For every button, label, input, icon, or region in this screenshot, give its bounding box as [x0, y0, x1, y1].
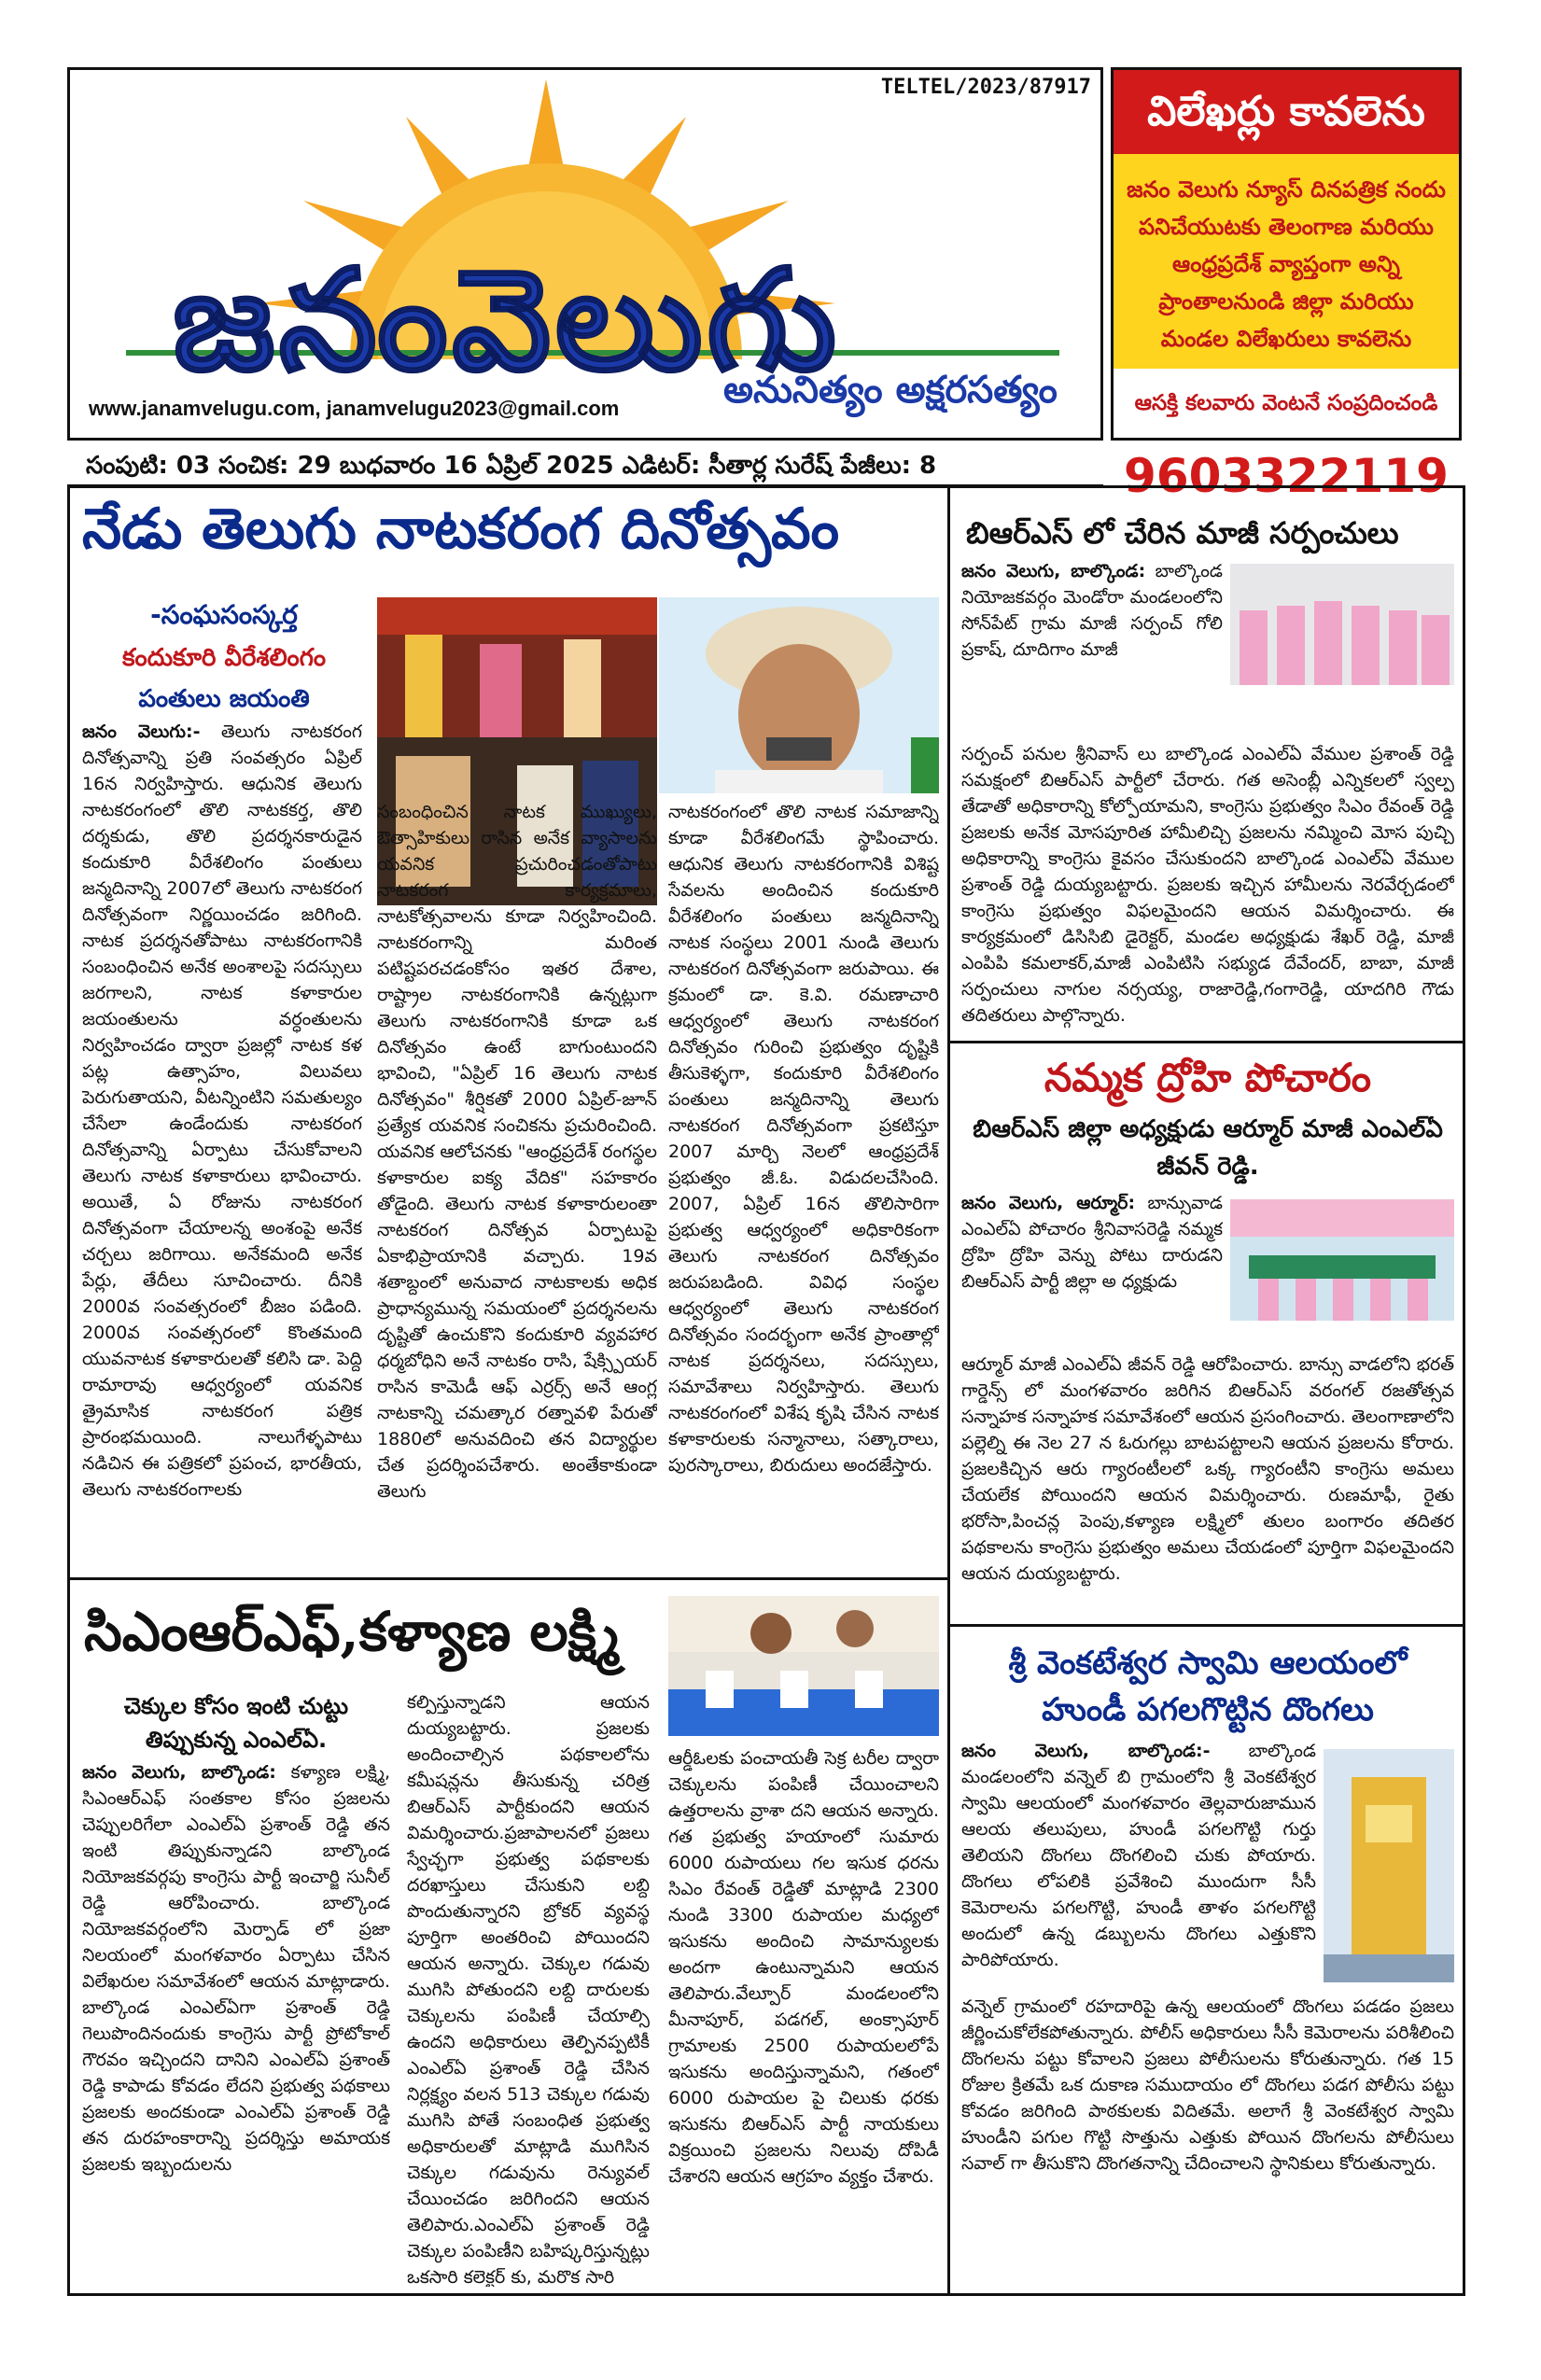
brs-joining-photo	[1230, 564, 1454, 685]
temple-body: వన్నెల్ గ్రామంలో రహదారిపై ఉన్న ఆలయంలో దొంగలు పడడం ప్రజలు జీర్ణించుకోలేకపోతున్నారు. పోలీస్ అధికారులు సీసీ కెమెరాలను పరిశీలించి దొంగలను పట్టు కోవాలని ప్రజలు పోలీసులను కోరుతున్నారు. గత 15 రోజుల క్రితమే ఒక దుకాణ సముదాయం లో దొంగలు పడగ పోలీసు పట్టు కోవడం జరిగింది పాఠకులకు విదితమే. అలాగే శ్రీ వెంకటేశ్వర స్వామి హుండీని పగుల గొట్టి సొత్తును ఎత్తుకు పోయిన దొంగలను పోలీసులు సవాల్ గా తీసుకొని దొంగతనాన్ని చేదించాలని స్థానికులు కోరుతున్నారు.	[961, 1996, 1454, 2174]
pocharam-meeting-photo	[1230, 1199, 1454, 1321]
temple-headline-1: శ్రీ వెంకటేశ్వర స్వామి ఆలయంలో	[1008, 1645, 1408, 1682]
cmrf-headline: సిఎంఆర్ఎఫ్,కళ్యాణ లక్ష్మి	[84, 1600, 620, 1663]
lead-column-2: సంబంధించిన నాటక ముఖ్యులు, ఔత్సాహికులు రాసిన అనేక వ్యాసాలను యవనిక ప్రచురించడంతోపాటు నాటకరంగ కార్యక్రమాలు, నాటకోత్సవాలను కూడా నిర్వహించింది. నాటకరంగాన్ని మరింత పటిష్టపరచడంకోసం ఇతర దేశాల, రాష్ట్రాల నాటకరంగానికి ఉన్నట్లుగా తెలుగు నాటకరంగానికి కూడా ఒక దినోత్సవం ఉంటే బాగుంటుందని భావించి, "ఏప్రిల్ 16 తెలుగు నాటక దినోత్సవం" శీర్షికతో 2000 ఏప్రిల్-జూన్ ప్రత్యేక యవనిక సంచికను ప్రచురించింది. యవనిక ఆలోచనకు "ఆంధ్రప్రదేశ్ రంగస్థల కళాకారుల ఐక్య వేదిక" సహకారం తోడైంది. తెలుగు నాటక కళాకారులంతా నాటకరంగ దినోత్సవ ఏర్పాటుపై ఏకాభిప్రాయానికి వచ్చారు. 19వ శతాబ్దంలో అనువాద నాటకాలకు అధిక ప్రాధాన్యమున్న సమయంలో ప్రదర్శనలను దృష్టితో ఉంచుకొని కందుకూరి వ్యవహార ధర్మబోధిని అనే నాటకం రాసి, షేక్స్పియర్ రాసిన కామెడీ ఆఫ్ ఎర్రర్స్ అనే ఆంగ్ల నాటకాన్ని చమత్కార రత్నావళి పేరుతో 1880లో అనువదించి తన విద్యార్థుల చేత ప్రదర్శింపచేశారు. అంతేకాకుండా తెలుగు	[377, 802, 657, 1502]
lead-byline-1: -సంఘసంస్కర్త	[150, 599, 298, 630]
tagline: అనునిత్యం అక్షరసత్యం	[723, 369, 1058, 412]
brs-dateline: జనం వెలుగు, బాల్కొండ:	[961, 561, 1146, 581]
pocharam-dateline: జనం వెలుగు, ఆర్మూర్:	[961, 1193, 1136, 1213]
brs-headline: బిఆర్ఎస్ లో చేరిన మాజీ సర్పంచులు	[966, 515, 1399, 551]
lead-byline-2: కందుకూరి వీరేశలింగం	[121, 644, 327, 672]
reporters-wanted-ad	[1111, 67, 1462, 441]
registration-number: TELTEL/2023/87917	[880, 76, 1091, 99]
ad-footer: ఆసక్తి కలవారు వెంటనే సంప్రదించండి	[1114, 369, 1459, 438]
ad-phone[interactable]: 9603322119	[1124, 449, 1449, 503]
pocharam-body: ఆర్మూర్ మాజీ ఎంఎల్ఏ జీవన్ రెడ్డి ఆరోపించారు. బాన్సు వాడలోని భరత్ గార్డెన్స్ లో మంగళవారం జరిగిన బిఆర్ఎస్ వరంగల్ రజతోత్సవ సన్నాహక సన్నాహక సమావేశంలో ఆయన ప్రసంగించారు. తెలంగాణాలోని పల్లెల్ని ఈ నెల 27 న ఓరుగల్లు బాటపట్టాలని ఆయన ప్రజలను కోరారు. ప్రజలకిచ్చిన ఆరు గ్యారంటీలలో ఒక్క గ్యారంటీని కాంగ్రెసు అమలు చేయలేక పోయిందని ఆయన విమర్శించారు. రుణమాఫీ, రైతు భరోసా,పించన్ల పెంపు,కళ్యాణ లక్ష్మిలో తులం బంగారం తదితర పథకాలను కాంగ్రెసు ప్రభుత్వం అమలు చేయడంలో పూర్తిగా విఫలమైందని ఆయన దుయ్యబట్టారు.	[961, 1354, 1454, 1584]
veeresalingam-portrait	[659, 597, 939, 793]
brs-top-text: బాల్కొండ నియోజకవర్గం మెండోరా మండలంలోని సోన్‌పేట్ గ్రామ మాజీ సర్పంచ్ గోలి ప్రకాష్, దూదిగాం మాజీ	[961, 561, 1223, 660]
cmrf-column-2: కల్పిస్తున్నాడని ఆయన దుయ్యబట్టారు. ప్రజలకు అందించాల్సిన పథకాలలోను కమీషన్లను తీసుకున్న చరిత్ర బిఆర్ఎస్ పార్టీకుందని ఆయన విమర్శించారు.ప్రజాపాలనలో ప్రజలు స్వేచ్ఛగా ప్రభుత్వ పథకాలకు దరఖాస్తులు చేసుకుని లబ్ది పొందుతున్నారని బ్రోకర్ వ్యవస్థ పూర్తిగా అంతరించి పోయిందని ఆయన అన్నారు. చెక్కుల గడువు ముగిసి పోతుందని లబ్ది దారులకు చెక్కులను పంపిణీ చేయాల్సి ఉందని అధికారులు తెల్పినప్పటికీ ఎంఎల్ఏ ప్రశాంత్ రెడ్డి చేసిన నిర్లక్ష్యం వలన 513 చెక్కుల గడువు ముగిసి పోతే సంబంధిత ప్రభుత్వ అధికారులతో మాట్లాడి ముగిసిన చెక్కుల గడువును రెన్యువల్ చేయించడం జరిగిందని ఆయన తెలిపారు.ఎంఎల్ఏ ప్రశాంత్ రెడ్డి చెక్కుల పంపిణీని బహిష్కరిస్తున్నట్లు ఒకసారి కలెక్టర్ కు, మరొక సారి	[407, 1692, 650, 2287]
lead-byline-3: పంతులు జయంతి	[138, 685, 310, 713]
pocharam-top-text: బాన్సువాడ ఎంఎల్ఏ పోచారం శ్రీనివాసరెడ్డి నమ్మక ద్రోహి ద్రోహి వెన్ను పోటు దారుడని బిఆర్ఎస్ పార్టీ జిల్లా అ ధ్యక్షుడు	[961, 1193, 1223, 1292]
cmrf-column-3: ఆర్డీఓలకు పంచాయతీ సెక్ర టరీల ద్వారా చెక్కులను పంపిణీ చేయించాలని ఉత్తరాలను వ్రాశా దని ఆయన అన్నారు. గత ప్రభుత్వ హయాంలో సుమారు 6000 రుపాయలు గల ఇసుక ధరను సిఎం రేవంత్ రెడ్డితో మాట్లాడి 2300 నుండి 3300 రుపాయల మధ్యలో ఇసుకను అందించి సామాన్యులకు అందగా ఉంటున్నామని ఆయన తెలిపారు.వేల్పూర్ మండలంలోని మీనాపూర్, పడగల్, అంక్సాపూర్ గ్రామాలకు 2500 రుపాయలలోపే ఇసుకను అందిస్తున్నామని, గతంలో 6000 రుపాయల పై చిలుకు ధరకు ఇసుకను బిఆర్ఎస్ పార్టీ నాయకులు విక్రయించి ప్రజలను నిలువు దోపిడీ చేశారని ఆయన ఆగ్రహం వ్యక్తం చేశారు.	[668, 1748, 939, 2187]
lead-col1-text: తెలుగు నాటకరంగ దినోత్సవాన్ని ప్రతి సంవత్సరం ఏప్రిల్ 16న నిర్వహిస్తారు. ఆధునిక తెలుగు నాటకరంగంలో తొలి నాటకకర్త, తొలి దర్శకుడు, తొలి ప్రదర్శనకారుడైన కందుకూరి వీరేశలింగం పంతులు జన్మదినాన్ని 2007లో తెలుగు నాటకరంగ దినోత్సవంగా నిర్ణయించడం జరిగింది. నాటక ప్రదర్శనతోపాటు నాటకరంగానికి సంబంధించిన అనేక అంశాలపై సదస్సులు జరగాలని, నాటక కళాకారుల జయంతులను వర్ధంతులను నిర్వహించడం ద్వారా ప్రజల్లో నాటక కళ పట్ల ఉత్సాహం, విలువలు పెరుగుతాయని, వీటన్నింటిని సమతుల్యం చేసేలా ఉండేందుకు నాటకరంగ దినోత్సవాన్ని ఏర్పాటు చేసుకోవాలని తెలుగు నాటక కళాకారులు భావించారు. అయితే, ఏ రోజును నాటకరంగ దినోత్సవంగా చేయాలన్న అంశంపై అనేక చర్చలు జరిగాయి. అనేకమంది అనేక పేర్లు, తేదీలు సూచించారు. దీనికి 2000వ సంవత్సరంలో బీజం పడింది. 2000వ సంవత్సరంలో కొంతమంది యువనాటక కళాకారులతో కలిసి డా. పెద్ది రామారావు ఆధ్వర్యంలో యవనిక త్రైమాసిక నాటకరంగ పత్రిక ప్రారంభమయింది. నాలుగేళ్ళపాటు నడిచిన ఈ పత్రికలో ప్రపంచ, భారతీయ, తెలుగు నాటకరంగాలకు	[82, 721, 362, 1500]
pocharam-intro	[961, 1190, 1223, 1349]
cmrf-press-meet-photo	[668, 1596, 939, 1736]
temple-dateline: జనం వెలుగు, బాల్కొండ:-	[961, 1741, 1211, 1761]
section-divider	[947, 1041, 1465, 1043]
ad-body: జనం వెలుగు న్యూస్ దినపత్రిక నందు పనిచేయుటకు తెలంగాణ మరియు ఆంధ్రప్రదేశ్ వ్యాప్తంగా అన్ని ప్రాంతాలనుండి జిల్లా మరియు మండల విలేఖరులు కావలెను	[1114, 154, 1459, 369]
logo-text: జనంవెలుగు	[173, 238, 841, 402]
brs-intro	[961, 558, 1223, 735]
lead-column-1	[82, 719, 362, 1563]
cmrf-dateline: జనం వెలుగు, బాల్కొండ:	[82, 1762, 276, 1783]
temple-intro	[961, 1738, 1316, 1988]
masthead	[67, 67, 1103, 441]
pocharam-headline: నమ్మక ద్రోహి పోచారం	[1044, 1055, 1372, 1100]
website-link[interactable]: www.janamvelugu.com, janamvelugu2023@gmail.com	[89, 397, 620, 420]
cmrf-col1-text: కళ్యాణ లక్ష్మి, సిఎంఆర్ఎఫ్ సంతకాల కోసం ప్రజలను చెప్పులరిగేలా ఎంఎల్ఏ ప్రశాంత్ రెడ్డి తన ఇంటి తిప్పుకున్నాడని బాల్కొండ నియోజకవర్గపు కాంగ్రెసు పార్టీ ఇంచార్జి సునీల్ రెడ్డి ఆరోపించారు. బాల్కొండ నియోజకవర్గంలోని మెర్పాడ్ లో ప్రజా నిలయంలో మంగళవారం ఏర్పాటు చేసిన విలేఖరుల సమావేశంలో ఆయన మాట్లాడారు. బాల్కొండ ఎంఎల్ఏగా ప్రశాంత్ రెడ్డి గెలుపొందినందుకు కాంగ్రెసు పార్టీ ప్రోటోకాల్ గౌరవం ఇచ్చిందని దానిని ఎంఎల్ఏ ప్రశాంత్ రెడ్డి కాపాడు కోవడం లేదని ప్రభుత్వ పథకాలు ప్రజలకు అందకుండా ఎంఎల్ఏ ప్రశాంత్ రెడ్డి తన దురహంకారాన్ని ప్రదర్శిస్తు అమాయక ప్రజలకు ఇబ్బందులను	[82, 1762, 390, 2175]
temple-top-text: బాల్కొండ మండలంలోని వన్నెల్ బి గ్రామంలోని శ్రీ వెంకటేశ్వర స్వామి ఆలయంలో మంగళవారం తెల్లవారుజామున ఆలయ తలుపులు, హుండీ పగలగొట్టి గుర్తు తెలియని దొంగలు దొంగలించి చుకు పోయారు. దొంగలు లోపలికి ప్రవేశించి ముందుగా సీసీ కెమెరాలను పగలగొట్టి, హుండీ తాళం పగలగొట్టి అందులో ఉన్న డబ్బులను దొంగలు ఎత్తుకొని పారిపోయారు.	[961, 1741, 1316, 1970]
lead-dateline: జనం వెలుగు:-	[82, 721, 201, 742]
ad-title: విలేఖర్లు కావలెను	[1114, 70, 1459, 154]
brs-body: సర్పంచ్ పనుల శ్రీనివాస్ లు బాల్కొండ ఎంఎల్ఏ వేముల ప్రశాంత్ రెడ్డి సమక్షంలో బిఆర్ఎస్ పార్టీలో చేరారు. గత అసెంబ్లీ ఎన్నికలలో స్వల్ప తేడాతో అధికారాన్ని కోల్పోయామని, కాంగ్రెసు ప్రభుత్వం సిఎం రేవంత్ రెడ్డి ప్రజలకు అనేక మోసపూరిత హామీలిచ్చి ప్రజలను నమ్మించి మోస పుచ్చి అధికారాన్ని కాంగ్రెసు కైవసం చేసుకుందని బాల్కొండ ఎంఎల్ఏ వేముల ప్రశాంత్ రెడ్డి దుయ్యబట్టారు. ప్రజలకు ఇచ్చిన హామీలను నెరవేర్చడంలో కాంగ్రెసు ప్రభుత్వం విఫలమైందని ఆయన విమర్శించారు. ఈ కార్యక్రమంలో డిసిసిబి డైరెక్టర్, మండల అధ్యక్షుడు శేఖర్ రెడ్డి, మాజీ ఎంపిపి కమలాకర్,మాజీ ఎంపిటిసి సభ్యుడ దేవేందర్, బాబా, మాజీ సర్పంచులు నాగుల నర్సయ్య, రాజారెడ్డి,గంగారెడ్డి, యాదగిరి గౌడు తదితరులు పాల్గొన్నారు.	[961, 744, 1454, 1026]
pocharam-subhead: బిఆర్ఎస్ జిల్లా అధ్యక్షుడు ఆర్మూర్ మాజీ ఎంఎల్ఏ జీవన్ రెడ్డి.	[973, 1115, 1443, 1181]
issue-info: సంపుటి: 03 సంచిక: 29 బుధవారం 16 ఏప్రిల్ 2025 ఎడిటర్: సీతార్ల సురేష్ పేజీలు: 8	[67, 444, 1103, 487]
column-divider	[947, 485, 950, 2296]
section-divider	[947, 1624, 1465, 1627]
lead-headline: నేడు తెలుగు నాటకరంగ దినోత్సవం	[82, 497, 840, 562]
hundi-photo	[1324, 1749, 1454, 1982]
temple-headline-2: హుండీ పగలగొట్టిన దొంగలు	[1042, 1691, 1374, 1729]
cmrf-subhead: చెక్కుల కోసం ఇంటి చుట్టు తిప్పుకున్న ఎంఎల్ఏ.	[123, 1693, 349, 1753]
cmrf-column-1	[82, 1759, 390, 2287]
lead-column-3: నాటకరంగంలో తొలి నాటక సమాజాన్ని కూడా వీరేశలింగమే స్థాపించారు. ఆధునిక తెలుగు నాటకరంగానికి విశిష్ట సేవలను అందించిన కందుకూరి వీరేశలింగం పంతులు జన్మదినాన్ని నాటక సంస్థలు 2001 నుండి తెలుగు నాటకరంగ దినోత్సవంగా జరుపాయి. ఈ క్రమంలో డా. కె.వి. రమణాచారి ఆధ్వర్యంలో తెలుగు నాటకరంగ దినోత్సవం గురించి ప్రభుత్వం దృష్టికి తీసుకెళ్ళగా, కందుకూరి వీరేశలింగం పంతులు జన్మదినాన్ని తెలుగు నాటకరంగ దినోత్సవంగా ప్రకటిస్తూ 2007 మార్చి నెలలో ఆంధ్రప్రదేశ్ ప్రభుత్వం జీ.ఓ. విడుదలచేసింది. 2007, ఏప్రిల్ 16న తొలిసారిగా ప్రభుత్వ ఆధ్వర్యంలో అధికారికంగా తెలుగు నాటకరంగ దినోత్సవం జరుపబడింది. వివిధ సంస్థల ఆధ్వర్యంలో తెలుగు నాటకరంగ దినోత్సవం సందర్భంగా అనేక ప్రాంతాల్లో నాటక ప్రదర్శనలు, సదస్సులు, సమావేశాలు నిర్వహిస్తారు. తెలుగు నాటకరంగంలో విశేష కృషి చేసిన నాటక కళాకారులకు సన్మానాలు, సత్కారాలు, పురస్కారాలు, బిరుదులు అందజేస్తారు.	[668, 802, 939, 1476]
section-divider	[67, 1577, 949, 1580]
